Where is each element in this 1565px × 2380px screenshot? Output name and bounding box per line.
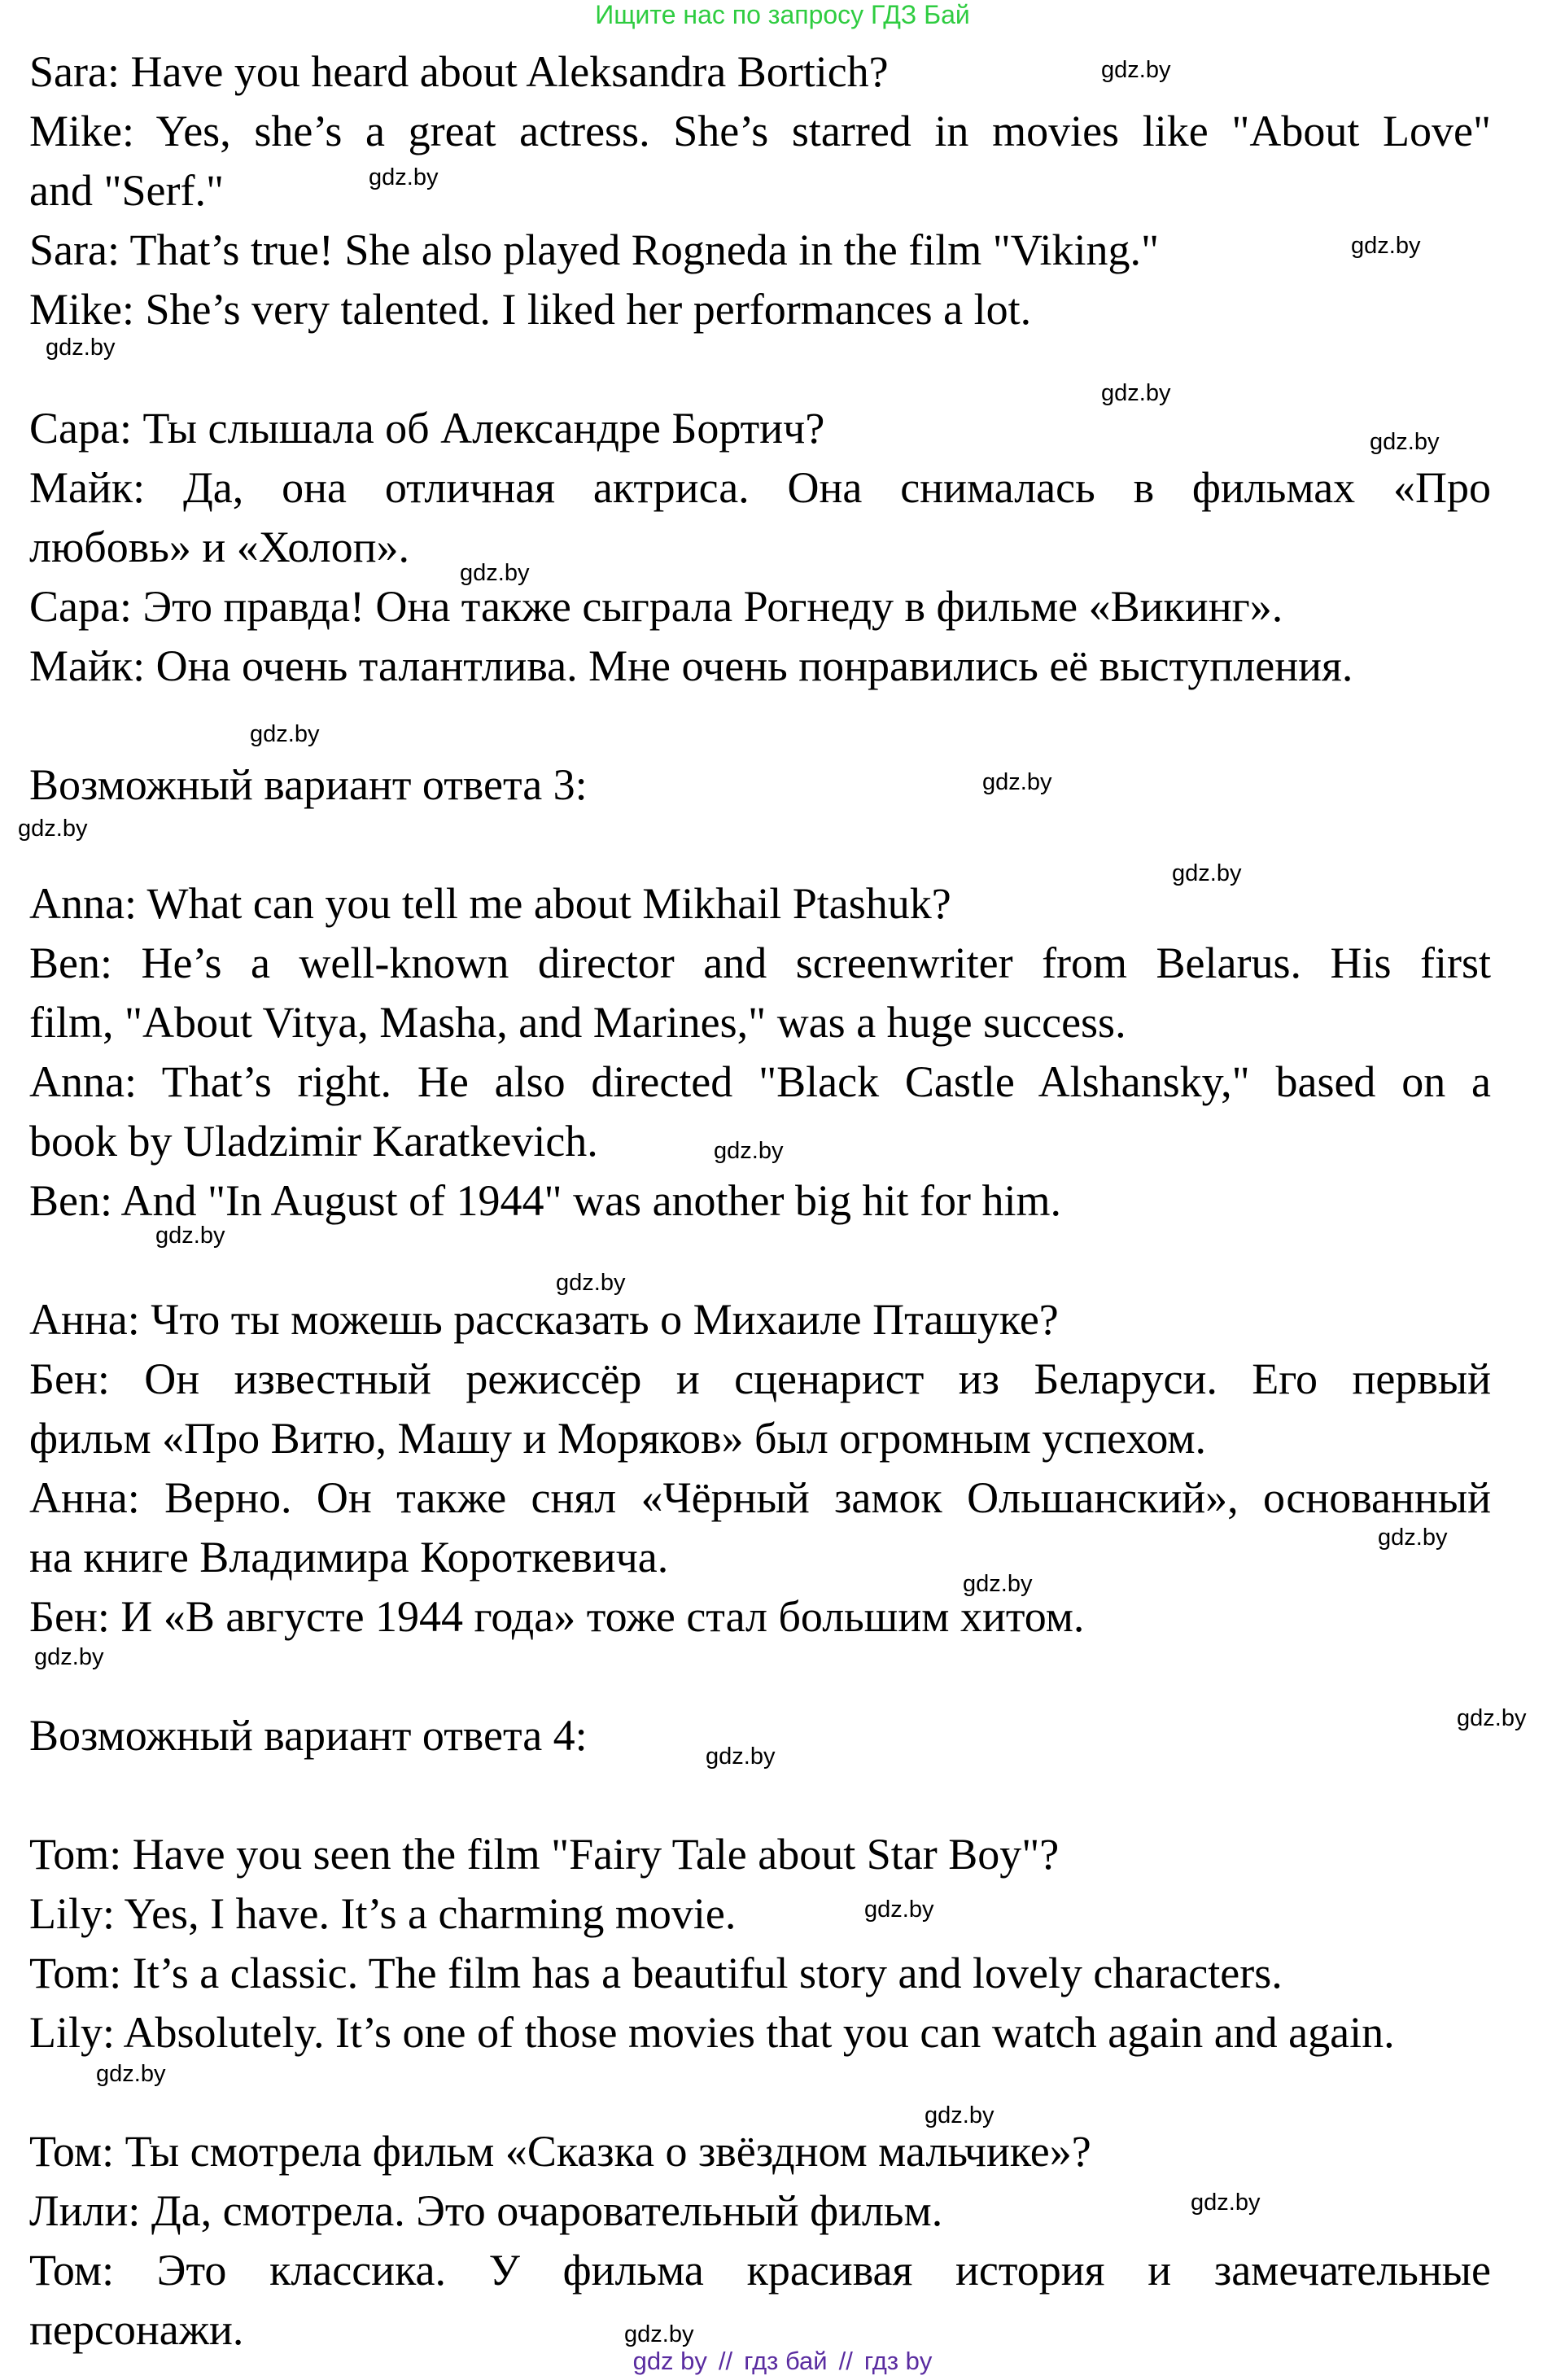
search-promo-banner[interactable]: Ищите нас по запросу ГДЗ Бай [595,0,970,29]
dialogue-line: and "Serf." [29,166,225,215]
dialogue-line: Tom: Have you seen the film "Fairy Tale about Star Boy"? [29,1830,1060,1879]
dialogue-line: Бен: Он известный режиссёр и сценарист из Беларуси. Его первый [29,1354,1491,1403]
dialogue-line: Том: Ты смотрела фильм «Сказка о звёздном мальчике»? [29,2127,1091,2176]
watermark: gdz.by [1101,57,1171,83]
watermark: gdz.by [18,816,88,842]
section-heading: Возможный вариант ответа 3: [29,760,588,809]
watermark: gdz.by [864,1897,934,1923]
watermark: gdz.by [1378,1525,1448,1551]
dialogue-line: Ben: He’s a well-known director and screenwriter from Belarus. His first [29,938,1491,987]
footer-link-gdz-by[interactable]: gdz by [632,2347,707,2375]
watermark: gdz.by [155,1223,225,1249]
dialogue-line: Mike: She’s very talented. I liked her performances a lot. [29,285,1032,334]
watermark: gdz.by [624,2321,694,2347]
watermark: gdz.by [556,1270,626,1296]
footer-links [0,2347,1565,2376]
dialogue-line: Лили: Да, смотрела. Это очаровательный фильм. [29,2186,943,2235]
watermark: gdz.by [460,560,530,586]
dialogue-line: персонажи. [29,2305,244,2354]
dialogue-line: Том: Это классика. У фильма красивая история и замечательные [29,2246,1491,2295]
watermark: gdz.by [1101,380,1171,406]
watermark: gdz.by [369,164,439,190]
dialogue-line: Бен: И «В августе 1944 года» тоже стал большим хитом. [29,1592,1085,1641]
footer-link-gdz-bai[interactable]: гдз бай [744,2347,828,2375]
watermark: gdz.by [706,1743,776,1770]
dialogue-line: Lily: Absolutely. It’s one of those movies that you can watch again and again. [29,2008,1395,2057]
document-body [29,42,1491,2360]
dialogue-line: Sara: That’s true! She also played Rogneda in the film "Viking." [29,225,1160,274]
dialogue-line: Sara: Have you heard about Aleksandra Bortich? [29,47,889,96]
watermark: gdz.by [925,2102,995,2128]
watermark: gdz.by [963,1571,1033,1597]
watermark: gdz.by [1370,429,1440,455]
watermark: gdz.by [1191,2190,1261,2216]
dialogue-line: Mike: Yes, she’s a great actress. She’s starred in movies like "About Love" [29,107,1491,155]
watermark: gdz.by [1172,860,1242,886]
dialogue-line: Майк: Да, она отличная актриса. Она снималась в фильмах «Про [29,463,1491,512]
dialogue-line: Сара: Ты слышала об Александре Бортич? [29,404,825,453]
watermark: gdz.by [34,1644,104,1670]
watermark: gdz.by [982,769,1052,795]
dialogue-line: Сара: Это правда! Она также сыграла Рогнеду в фильме «Викинг». [29,582,1283,631]
dialogue-line: Tom: It’s a classic. The film has a beautiful story and lovely characters. [29,1949,1283,1997]
dialogue-line: Lily: Yes, I have. It’s a charming movie. [29,1889,737,1938]
dialogue-line: на книге Владимира Короткевича. [29,1533,669,1582]
watermark: gdz.by [250,721,320,747]
dialogue-line: Анна: Верно. Он также снял «Чёрный замок Ольшанский», основанный [29,1473,1491,1522]
watermark: gdz.by [46,335,116,361]
dialogue-line: film, "About Vitya, Masha, and Marines," was a huge success. [29,998,1126,1047]
dialogue-line: book by Uladzimir Karatkevich. [29,1117,598,1166]
watermark: gdz.by [1457,1705,1527,1731]
watermark: gdz.by [1351,233,1421,259]
dialogue-line: Ben: And "In August of 1944" was another big hit for him. [29,1176,1061,1225]
dialogue-line: Анна: Что ты можешь рассказать о Михаиле Пташуке? [29,1295,1059,1344]
footer-separator: // [838,2347,853,2375]
watermark: gdz.by [96,2061,166,2087]
footer-separator: // [718,2347,733,2375]
section-heading: Возможный вариант ответа 4: [29,1711,588,1760]
dialogue-line: Anna: That’s right. He also directed "Black Castle Alshansky," based on a [29,1057,1491,1106]
dialogue-line: фильм «Про Витю, Машу и Моряков» был огромным успехом. [29,1414,1207,1463]
dialogue-line: Майк: Она очень талантлива. Мне очень понравились её выступления. [29,641,1353,690]
dialogue-line: любовь» и «Холоп». [29,523,410,571]
watermark: gdz.by [714,1138,784,1164]
dialogue-line: Anna: What can you tell me about Mikhail Ptashuk? [29,879,951,928]
footer-link-gdz-by-cyr[interactable]: гдз by [863,2347,933,2375]
